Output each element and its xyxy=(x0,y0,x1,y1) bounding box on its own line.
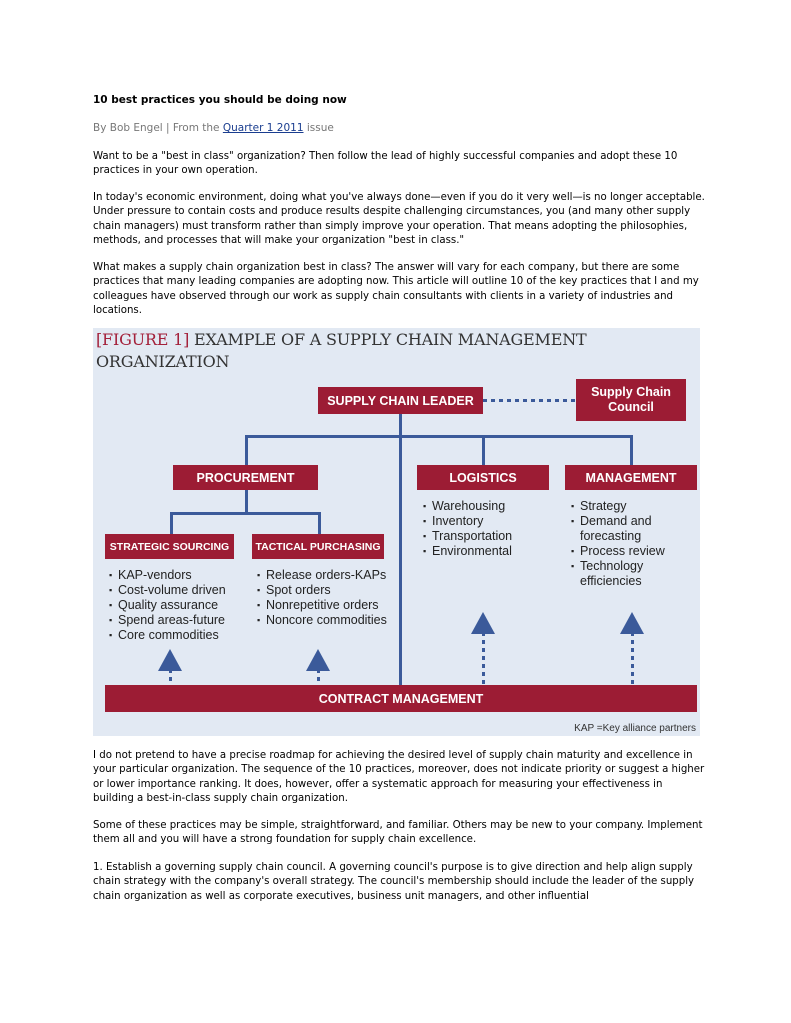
list-item: ▪ Technology efficiencies xyxy=(571,559,683,589)
list-item: ▪ Core commodities xyxy=(109,628,226,643)
list-item: ▪ Strategy xyxy=(571,499,683,514)
box-procurement: PROCUREMENT xyxy=(173,465,318,490)
paragraph-intro: Want to be a "best in class" organization? Then follow the lead of highly successful companies and adopt these 10 practices in your own operation. xyxy=(93,151,678,177)
list-item: ▪ Nonrepetitive orders xyxy=(257,598,387,613)
list-item: ▪ Inventory xyxy=(423,514,512,529)
paragraph-practice-1: 1. Establish a governing supply chain council. A governing council's purpose is to give direction and help align supply chain strategy with the company's overall strategy. The council's membership should include the leader of the supply chain organization as well as corporate executives, business unit managers, and other influential xyxy=(93,862,695,902)
management-list xyxy=(571,499,683,589)
list-item: ▪ Quality assurance xyxy=(109,598,226,613)
list-item: ▪ Cost-volume driven xyxy=(109,583,226,598)
arrow-shaft-logistics xyxy=(482,632,485,685)
figure-footnote: KAP =Key alliance partners xyxy=(574,723,696,734)
arrow-up-icon xyxy=(306,649,330,671)
tactical-purchasing-list xyxy=(257,568,387,628)
arrow-up-icon xyxy=(158,649,182,671)
box-contract-management: CONTRACT MANAGEMENT xyxy=(105,685,697,712)
logistics-list xyxy=(423,499,512,559)
connector-sourcing-drop xyxy=(170,512,173,534)
connector-top-horizontal xyxy=(245,435,633,438)
list-item: ▪ Process review xyxy=(571,544,683,559)
list-item: ▪ Warehousing xyxy=(423,499,512,514)
arrow-shaft-strategic xyxy=(169,669,172,685)
list-item: ▪ Noncore commodities xyxy=(257,613,387,628)
org-chart-figure xyxy=(93,328,700,736)
figure-title xyxy=(96,329,586,373)
connector-leader-trunk xyxy=(399,414,402,686)
article-title: 10 best practices you should be doing now xyxy=(93,94,347,106)
connector-purchasing-drop xyxy=(318,512,321,534)
paragraph-environment: In today's economic environment, doing what you've always done—even if you do it very well—is no longer acceptable. Under pressure to contain costs and produce results despite challenging circumstances, you (and many other supply chain managers) must transform rather than simply improve your operation. That means adopting the philosophies, methods, and processes that will make your organization "best in class." xyxy=(93,192,705,247)
figure-title-line2: ORGANIZATION xyxy=(96,352,230,371)
box-management: MANAGEMENT xyxy=(565,465,697,490)
byline-prefix: By Bob Engel | From the xyxy=(93,122,223,134)
box-strategic-sourcing: STRATEGIC SOURCING xyxy=(105,534,234,559)
connector-management-drop xyxy=(630,435,633,466)
connector-procurement-stem xyxy=(245,490,248,514)
figure-tag: [FIGURE 1] xyxy=(96,330,190,349)
arrow-up-icon xyxy=(471,612,495,634)
arrow-shaft-management xyxy=(631,632,634,685)
box-supply-chain-council: Supply Chain Council xyxy=(576,379,686,421)
figure-title-line1: EXAMPLE OF A SUPPLY CHAIN MANAGEMENT xyxy=(189,330,587,349)
issue-link[interactable]: Quarter 1 2011 xyxy=(222,122,304,134)
box-supply-chain-leader: SUPPLY CHAIN LEADER xyxy=(318,387,483,414)
list-item: ▪ Spend areas-future xyxy=(109,613,226,628)
connector-council-dashed xyxy=(483,399,575,402)
paragraph-roadmap: I do not pretend to have a precise roadmap for achieving the desired level of supply chain maturity and excellence in your particular organization. The sequence of the 10 practices, moreover, does not indicate priority or suggest a higher or lower importance ranking. It does, however, offer a systematic approach for measuring your effectiveness in building a best-in-class supply chain organization. xyxy=(93,750,705,805)
byline xyxy=(93,122,334,134)
list-item: ▪ KAP-vendors xyxy=(109,568,226,583)
list-item: ▪ Spot orders xyxy=(257,583,387,598)
arrow-shaft-tactical xyxy=(317,669,320,685)
list-item: ▪ Transportation xyxy=(423,529,512,544)
paragraph-what-makes: What makes a supply chain organization best in class? The answer will vary for each company, but there are some practices that many leading companies are adopting now. This article will outline 10 of the key practices that I and my colleagues have observed through our work as supply chain consultants with clients in a variety of industries and locations. xyxy=(93,262,699,317)
box-logistics: LOGISTICS xyxy=(417,465,549,490)
strategic-sourcing-list xyxy=(109,568,226,643)
list-item: ▪ Release orders-KAPs xyxy=(257,568,387,583)
arrow-up-icon xyxy=(620,612,644,634)
connector-procurement-drop xyxy=(245,435,248,466)
connector-procurement-horizontal xyxy=(170,512,321,515)
list-item: ▪ Demand and forecasting xyxy=(571,514,683,544)
list-item: ▪ Environmental xyxy=(423,544,512,559)
paragraph-practices: Some of these practices may be simple, straightforward, and familiar. Others may be new to your company. Implement them all and you will have a strong foundation for supply chain excellence. xyxy=(93,820,703,846)
connector-logistics-drop xyxy=(482,435,485,466)
byline-suffix: issue xyxy=(303,122,334,134)
box-tactical-purchasing: TACTICAL PURCHASING xyxy=(252,534,384,559)
